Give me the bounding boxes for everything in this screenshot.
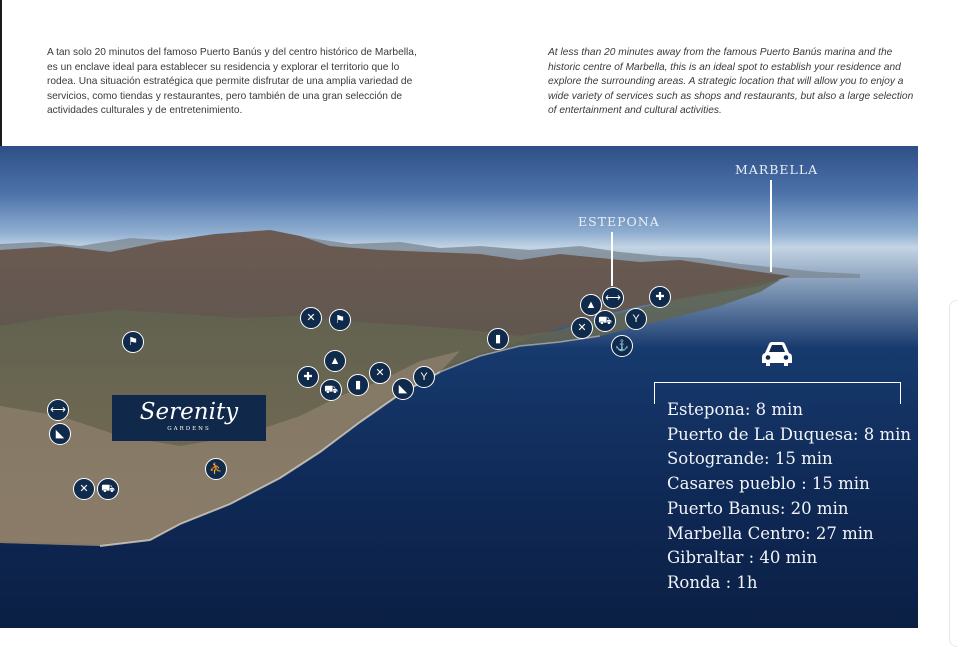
- restaurant-icon[interactable]: ✕: [73, 478, 95, 500]
- logo-subtitle: GARDENS: [167, 426, 211, 432]
- travel-times-list: [667, 398, 911, 596]
- hospital-icon[interactable]: ✚: [297, 366, 319, 388]
- town-label-marbella: MARBELLA: [735, 162, 819, 177]
- intro-spanish: A tan solo 20 minutos del famoso Puerto Banús y del centro histórico de Marbella, es un enclave ideal para establecer su residencia y explorar el territorio que lo rodea. Una situación estratégica que permite disfrutar de una amplia variedad de servicios, como tiendas y restaurantes, pero también de una gran selección de actividades culturales y de entretenimiento.: [47, 47, 417, 117]
- marbella-leader-line: [770, 180, 772, 272]
- gym-icon[interactable]: ⟷: [602, 287, 624, 309]
- shopping-cart-icon[interactable]: ⛟: [97, 478, 119, 500]
- cocktail-icon[interactable]: Y: [413, 366, 435, 388]
- restaurant-icon[interactable]: ✕: [369, 362, 391, 384]
- travel-time-item: Puerto de La Duquesa: 8 min: [667, 424, 912, 444]
- logo-name: Serenity: [139, 399, 239, 425]
- travel-time-item: Casares pueblo : 15 min: [667, 474, 870, 494]
- travel-time-item: Marbella Centro: 27 min: [667, 523, 874, 543]
- estepona-leader-line: [611, 232, 613, 286]
- travel-time-item: Estepona: 8 min: [667, 400, 803, 419]
- anchor-icon[interactable]: ⚓: [611, 335, 633, 357]
- serenity-gardens-logo: [112, 395, 266, 441]
- hiking-icon[interactable]: ⛹: [205, 458, 227, 480]
- page-edge-line: [0, 0, 2, 150]
- golf-icon[interactable]: ⚑: [122, 331, 144, 353]
- intro-english: At less than 20 minutes away from the famous Puerto Banús marina and the historic centre of Marbella, this is an ideal spot to establish your residence and explore the surrounding areas. A strategic location that will allow you to enjoy a wide variety of services such as shops and restaurants, but also a large selection of entertainment and cultural activities.: [548, 47, 914, 117]
- travel-time-item: Ronda : 1h: [667, 572, 758, 592]
- gym-icon[interactable]: ⟷: [47, 399, 69, 421]
- restaurant-icon[interactable]: ✕: [300, 307, 322, 329]
- restaurant-icon[interactable]: ✕: [571, 317, 593, 339]
- school-icon[interactable]: ▲: [324, 350, 346, 372]
- school-icon[interactable]: ▲: [580, 294, 602, 316]
- side-panel-edge: [949, 300, 957, 647]
- fuel-icon[interactable]: ▮: [347, 374, 369, 396]
- hospital-icon[interactable]: ✚: [649, 286, 671, 308]
- town-label-estepona: ESTEPONA: [578, 214, 660, 229]
- aerial-map: [0, 146, 918, 628]
- travel-time-item: Sotogrande: 15 min: [667, 449, 833, 469]
- beach-icon[interactable]: ◣: [49, 423, 71, 445]
- shopping-cart-icon[interactable]: ⛟: [320, 379, 342, 401]
- travel-time-item: Gibraltar : 40 min: [667, 548, 818, 568]
- fuel-icon[interactable]: ▮: [487, 328, 509, 350]
- car-icon: [759, 339, 795, 369]
- beach-icon[interactable]: ◣: [392, 378, 414, 400]
- shopping-cart-icon[interactable]: ⛟: [594, 310, 616, 332]
- cocktail-icon[interactable]: Y: [625, 308, 647, 330]
- travel-time-item: Puerto Banus: 20 min: [667, 498, 849, 518]
- golf-icon[interactable]: ⚑: [329, 309, 351, 331]
